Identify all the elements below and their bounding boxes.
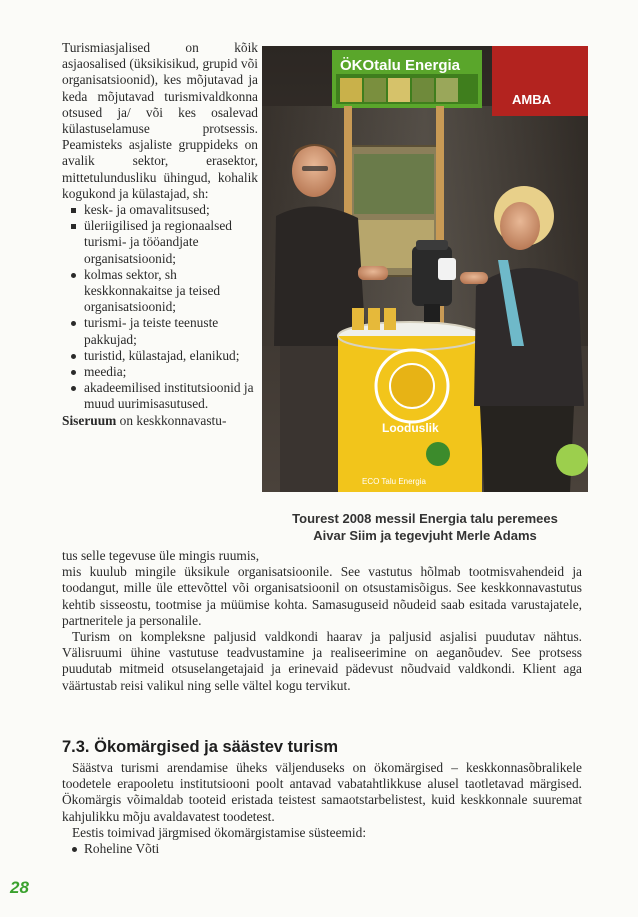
section-body: [62, 760, 582, 857]
list-item: akadeemilised institutsioonid ja muud uurimisasutused.: [62, 380, 258, 412]
caption-line-1: Tourest 2008 messil Energia talu peremees: [292, 511, 558, 526]
round-bullet-icon: [68, 267, 78, 278]
intro-paragraph: Turismiasjalised on kõik asjaosalised (üksikisikud, grupid või organisatsioonid), kes mõjutavad ja keda mõjutavad turismivaldkonna otsused ja/ või kes osalevad külastuselamuse protsessis. Peamisteks asjaliste gruppideks on avalik sektor, erasektor, mittetulundusliku ühingud, kohalik kogukond ja külastajad, sh:: [62, 40, 258, 201]
svg-text:ECO Talu Energia: ECO Talu Energia: [362, 477, 426, 486]
square-bullet-icon: [68, 202, 78, 213]
svg-text:Looduslik: Looduslik: [382, 421, 439, 435]
section-heading: 7.3. Ökomärgised ja säästev turism: [62, 738, 339, 756]
round-bullet-icon: [68, 348, 78, 359]
list-item: kesk- ja omavalitsused;: [62, 202, 258, 218]
svg-text:AMBA: AMBA: [512, 92, 551, 107]
ecolabel-paragraph: Säästva turismi arendamise üheks väljenduseks on ökomärgised – keskkonnasõbralikele toodetele erapooletu institutsiooni poolt antavad vabatahtlikkuse alusel taotletavad märgised. Ökomärgis võimaldab tooteid eristada teistest samaotstarbelistest, kuid keskkonnale suuremat kahjulikku mõju avaldavatest toodetest.: [62, 760, 582, 824]
list-item: kolmas sektor, sh keskkonnakaitse ja teised organisatsioonid;: [62, 267, 258, 316]
round-bullet-icon: [68, 315, 78, 326]
round-bullet-icon: [68, 380, 78, 391]
ecolabel-system-list: [62, 841, 582, 857]
page-number: 28: [10, 878, 29, 897]
okotalu-banner: [332, 50, 482, 108]
siseruum-term: Siseruum: [62, 412, 117, 428]
side-sign: [492, 46, 588, 116]
photo-caption: [262, 510, 588, 544]
body-text: [62, 548, 582, 694]
list-item: turismi- ja teiste teenuste pakkujad;: [62, 315, 258, 347]
yellow-stand: [338, 322, 482, 492]
list-item: üleriigilised ja regionaalsed turismi- ja tööandjate organisatsioonid;: [62, 218, 258, 267]
list-item: meedia;: [62, 364, 258, 380]
fair-photo: [262, 46, 588, 492]
svg-text:ÖKOtalu Energia: ÖKOtalu Energia: [340, 57, 461, 74]
siseruum-paragraph-start: Siseruum on keskkonnavastu-: [62, 412, 227, 428]
left-column-text: [62, 40, 258, 429]
tourism-paragraph: Turism on kompleksne paljusid valdkondi haarav ja paljusid asjalisi puudutav nähtus. Välisruumi ühine vastutuse teadvustamine ja realiseerimine on aeganõudev. See protsess puudutab mitmeid otsuselangetajaid ja erinevaid pädevust nõudvaid valdkondi. Klient aga väärtustab reisi valikul ning selle vältel kogu tervikut.: [62, 629, 582, 693]
siseruum-paragraph-line: tus selle tegevuse üle mingis ruumis,: [62, 548, 260, 563]
list-item: turistid, külastajad, elanikud;: [62, 348, 258, 364]
siseruum-paragraph-rest: mis kuulub mingile üksikule organisatsioonile. See vastutus hõlmab tootmisvahendeid ja toodangut, mille üle ettevõttel või organisatsioonil on otsustamisõigus. See keskkonnavastutus kehtib sisseostu, tootmise ja müümise kohta. Samasuguseid nõudeid saab esitada varustajatele, partneritele ja personalile.: [62, 564, 582, 628]
systems-intro: Eestis toimivad järgmised ökomärgistamise süsteemid:: [72, 824, 367, 840]
square-bullet-icon: [68, 218, 78, 229]
caption-line-2: Aivar Siim ja tegevjuht Merle Adams: [313, 528, 537, 543]
round-bullet-icon: [68, 364, 78, 375]
list-item: Roheline Võti: [62, 841, 582, 857]
stakeholder-list: [62, 202, 258, 413]
